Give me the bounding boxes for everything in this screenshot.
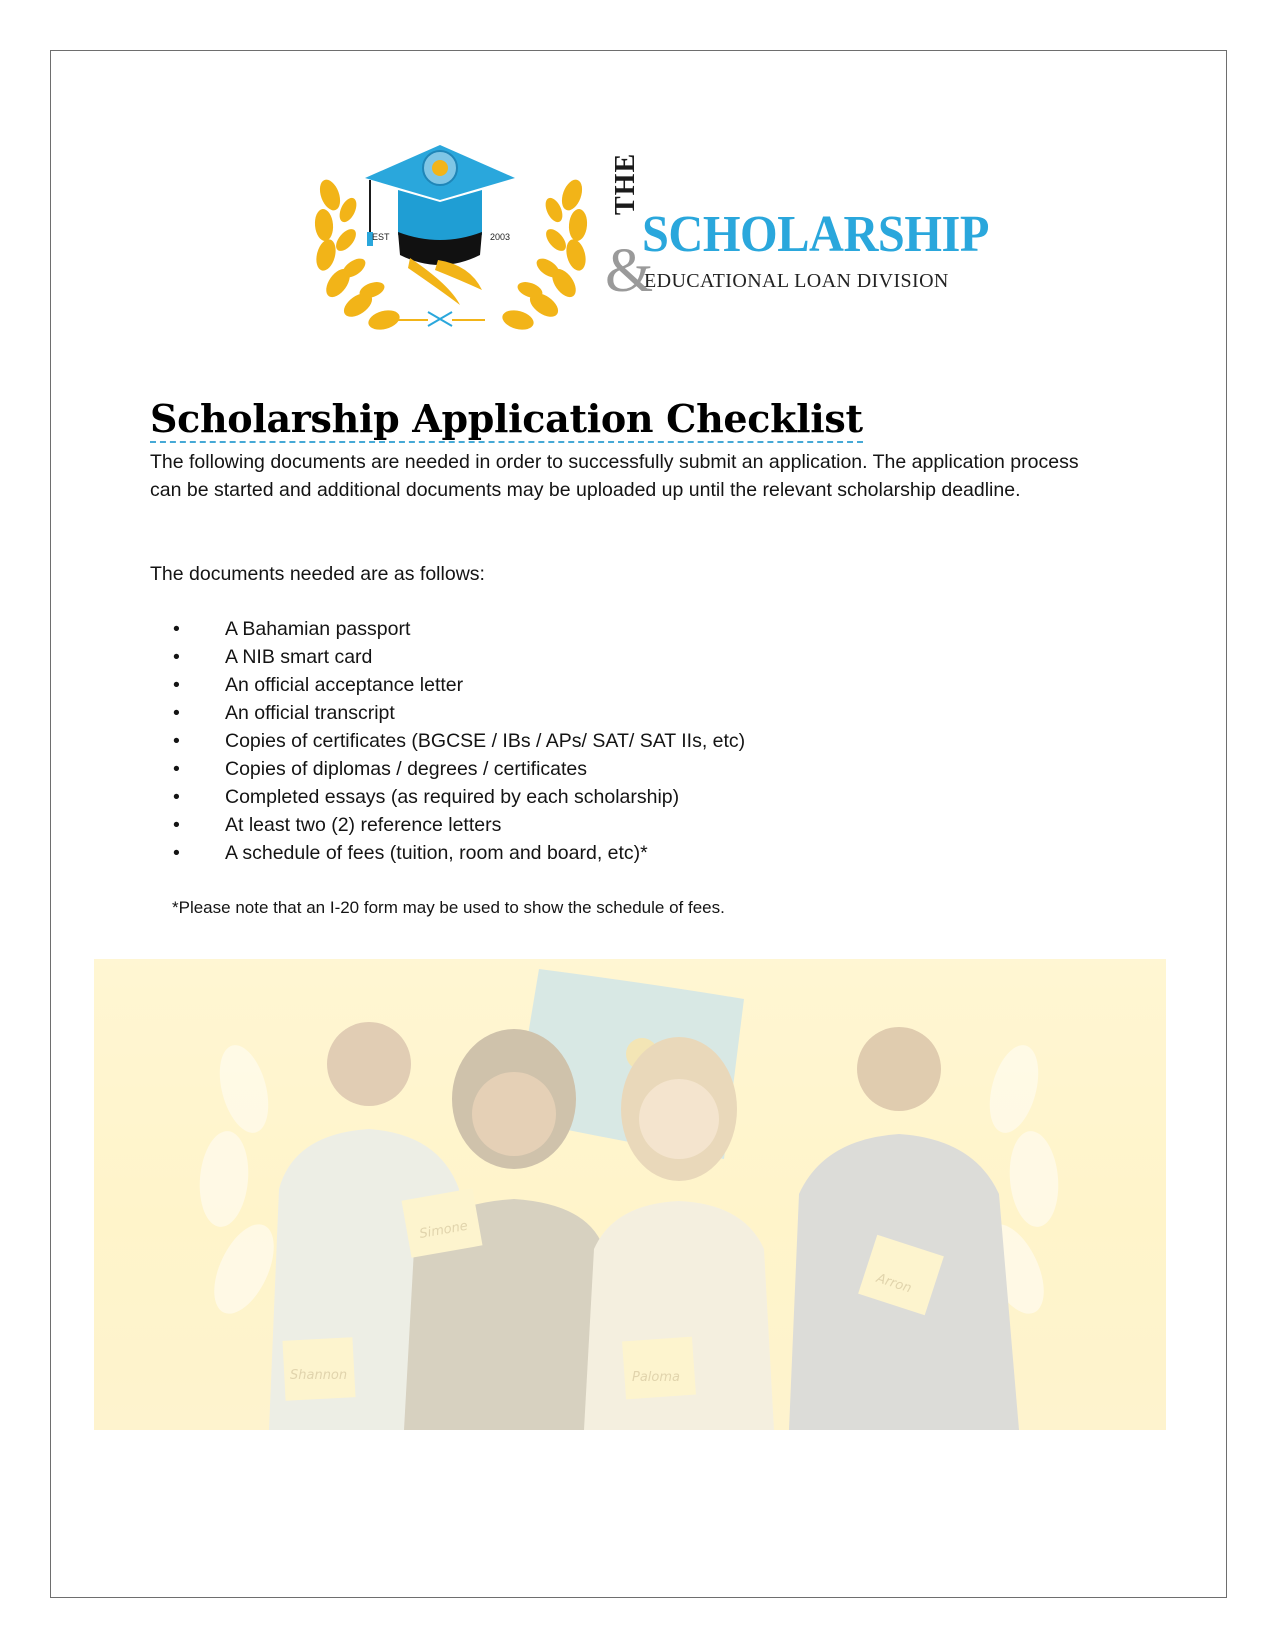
fees-note: *Please note that an I-20 form may be used to show the schedule of fees.: [172, 898, 725, 917]
list-item: [150, 811, 745, 839]
name-tag-text: Shannon: [290, 1368, 348, 1383]
list-item-text: An official acceptance letter: [225, 674, 464, 696]
intro-paragraph: The following documents are needed in order to successfully submit an application. The application process can be started and additional documents may be uploaded up until the relevant scholarship deadline.: [150, 451, 1079, 501]
list-item: [150, 643, 745, 671]
list-item-text: An official transcript: [225, 702, 395, 724]
list-item-text: A Bahamian passport: [225, 618, 411, 640]
bullet-icon: •: [173, 646, 180, 668]
name-tag-text: Simone: [418, 1218, 469, 1242]
logo-word-scholarship: SCHOLARSHIP: [642, 206, 989, 263]
bullet-icon: •: [173, 786, 180, 808]
bullet-icon: •: [173, 814, 180, 836]
list-item: [150, 699, 745, 727]
scholars-photo: [94, 959, 1166, 1430]
bullet-icon: •: [173, 618, 180, 640]
logo-emblem: [310, 140, 610, 350]
bullet-icon: •: [173, 842, 180, 864]
page-title: Scholarship Application Checklist: [150, 396, 863, 441]
bullet-icon: •: [173, 674, 180, 696]
list-item: [150, 671, 745, 699]
name-tag-text: Paloma: [632, 1370, 681, 1385]
list-item-text: Copies of certificates (BGCSE / IBs / APs/ SAT/ SAT IIs, etc): [225, 730, 746, 752]
list-item: [150, 839, 745, 867]
list-item-text: Copies of diplomas / degrees / certificates: [225, 758, 588, 780]
bullet-icon: •: [173, 730, 180, 752]
list-item: [150, 755, 745, 783]
logo-subtitle: EDUCATIONAL LOAN DIVISION: [644, 270, 949, 292]
documents-lead: The documents needed are as follows:: [150, 563, 485, 585]
scholars-photo-illustration: [94, 959, 1166, 1430]
logo-ampersand: &: [605, 237, 654, 305]
bullet-icon: •: [173, 702, 180, 724]
list-item: [150, 783, 745, 811]
list-item: [150, 727, 745, 755]
name-tag-text: Arron: [874, 1271, 914, 1297]
est-label: EST: [372, 232, 390, 242]
list-item-text: At least two (2) reference letters: [225, 814, 502, 836]
bullet-icon: •: [173, 758, 180, 780]
logo-word-the: THE: [610, 152, 641, 215]
year-label: 2003: [490, 232, 511, 242]
documents-list: [150, 615, 745, 867]
list-item: [150, 615, 745, 643]
list-item-text: A schedule of fees (tuition, room and board, etc)*: [225, 842, 648, 864]
list-item-text: Completed essays (as required by each scholarship): [225, 786, 680, 808]
list-item-text: A NIB smart card: [225, 646, 373, 668]
